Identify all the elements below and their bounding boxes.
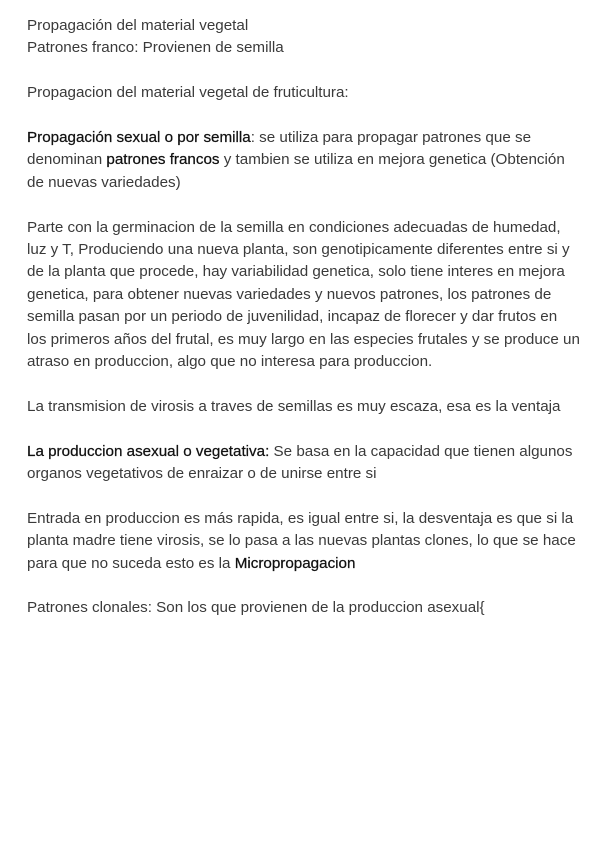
sexual-text-a: : se utiliza para propagar patrones que se denominan: [27, 129, 532, 169]
spacer: [27, 485, 580, 507]
clonal-text: Entrada en produccion es más rapida, es igual entre si, la desventaja es que si la planta madre tiene virosis, se lo pasa a las nuevas plantas clones, lo que se hace para que no suceda esto es la: [27, 509, 576, 572]
sexual-paragraph: [27, 127, 580, 194]
asexual-term: La produccion asexual o vegetativa:: [27, 442, 270, 460]
closing-line: Patrones clonales: Son los que provienen de la produccion asexual{: [27, 599, 485, 617]
spacer: [27, 418, 580, 440]
spacer: [27, 373, 580, 395]
germinacion-paragraph: Parte con la germinacion de la semilla en condiciones adecuadas de humedad, luz y T, Produciendo una nueva planta, son genotipicamente diferentes entre si y de la planta que procede, hay variabilidad genetica, solo tiene interes en mejora genetica, para obtener nuevas variedades y nuevos patrones, los patrones de semilla pasan por un periodo de juvenilidad, incapaz de florecer y dar frutos en los primeros años del frutal, es muy largo en las especies frutales y se produce un atraso en produccion, algo que no interesa para produccion.: [27, 218, 580, 371]
header-subtitle: Patrones franco: Provienen de semilla: [27, 39, 284, 57]
virosis-paragraph: La transmision de virosis a traves de semillas es muy escaza, esa es la ventaja: [27, 397, 561, 415]
sexual-text-b: y tambien se utiliza en mejora genetica (Obtención de nuevas variedades): [27, 151, 565, 191]
clonal-paragraph: [27, 508, 580, 575]
spacer: [27, 60, 580, 82]
micropropagacion-term: Micropropagacion: [234, 554, 356, 572]
spacer: [27, 194, 580, 216]
asexual-paragraph: [27, 441, 580, 486]
intro-line: Propagacion del material vegetal de fruticultura:: [27, 84, 349, 102]
sexual-term: Propagación sexual o por semilla: [27, 129, 251, 146]
spacer: [27, 105, 580, 127]
francos-term: patrones francos: [106, 151, 220, 169]
header-title: Propagación del material vegetal: [27, 17, 249, 34]
asexual-text: Se basa en la capacidad que tienen algunos organos vegetativos de enraizar o de unirse entre si: [27, 442, 573, 483]
spacer: [27, 575, 580, 597]
